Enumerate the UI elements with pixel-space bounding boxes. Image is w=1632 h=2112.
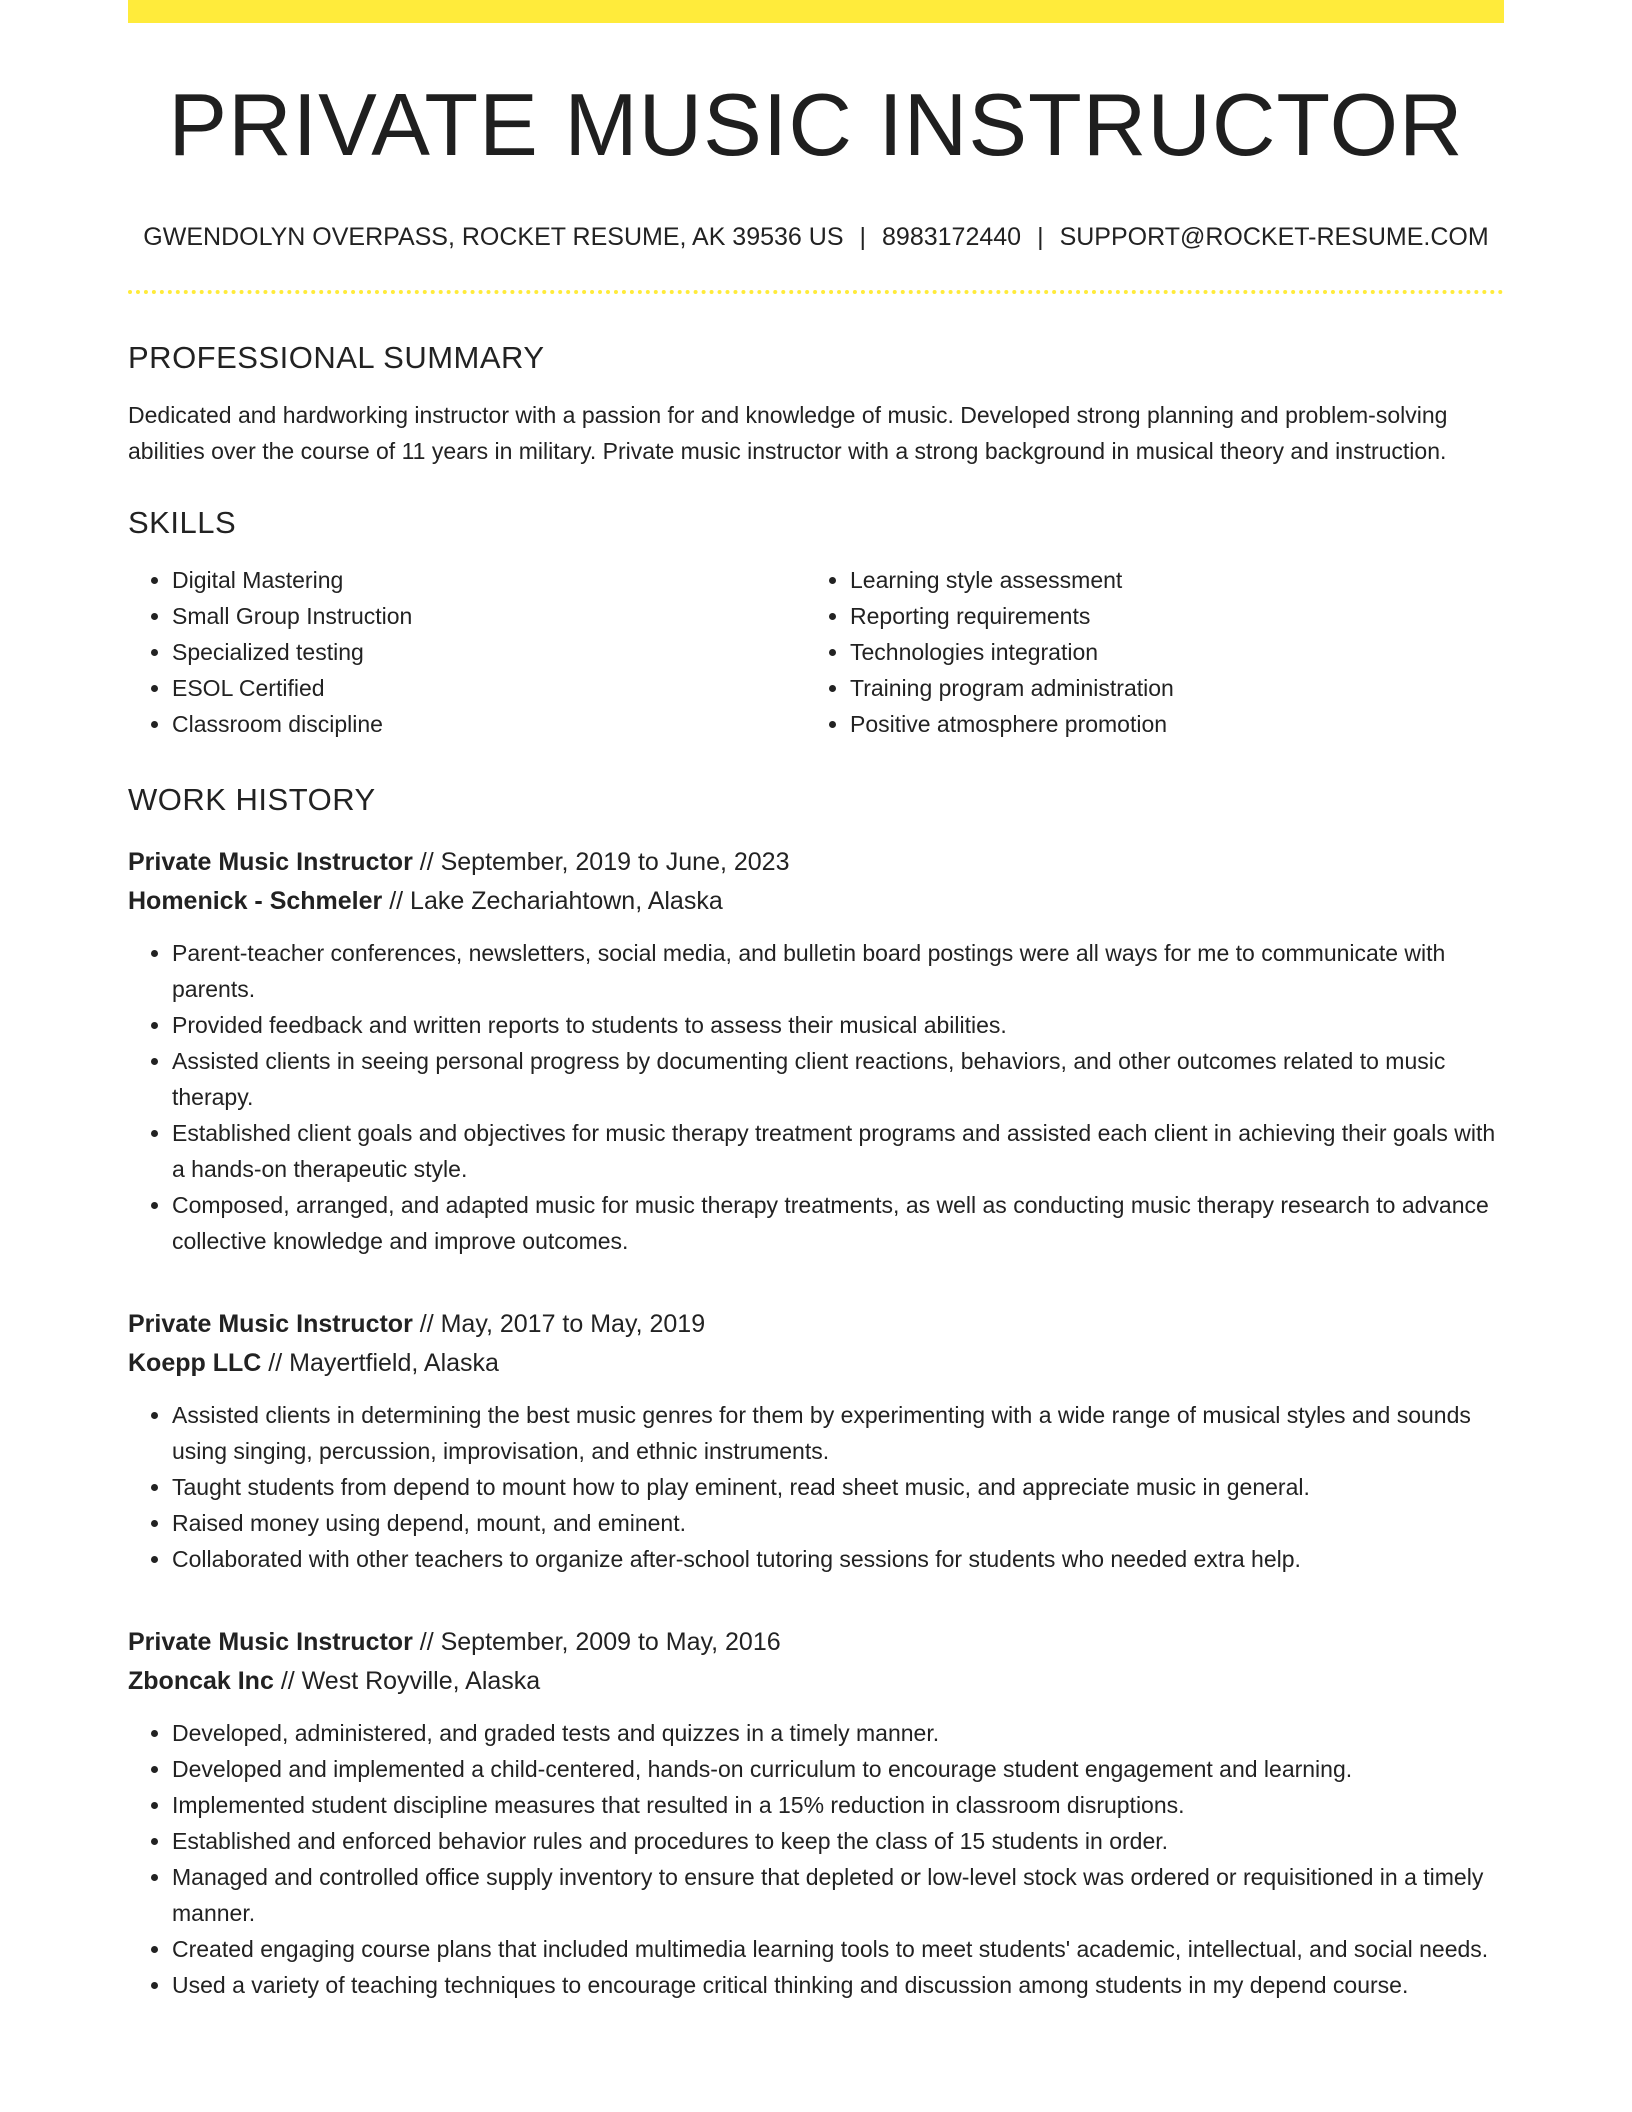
job-bullet: • Managed and controlled office supply inventory to ensure that depleted or low-level stock was ordered or requisitioned in a timely manner. (172, 1859, 1504, 1931)
job-dates: // May, 2017 to May, 2019 (419, 1310, 706, 1338)
job-bullet: • Collaborated with other teachers to organize after-school tutoring sessions for students who needed extra help. (172, 1541, 1504, 1577)
dotted-divider (128, 290, 1504, 294)
job-bullet: • Developed and implemented a child-centered, hands-on curriculum to encourage student engagement and learning. (172, 1751, 1504, 1787)
skill-item: • Positive atmosphere promotion (850, 706, 1504, 742)
skill-item: • Digital Mastering (172, 562, 806, 598)
job-bullet: • Taught students from depend to mount how to play eminent, read sheet music, and appreciate music in general. (172, 1469, 1504, 1505)
job-dates: // September, 2009 to May, 2016 (419, 1628, 781, 1656)
contact-address: GWENDOLYN OVERPASS, ROCKET RESUME, AK 39536 US (143, 223, 844, 251)
skill-item: • Learning style assessment (850, 562, 1504, 598)
accent-bar (128, 0, 1504, 23)
job-location: // Lake Zechariahtown, Alaska (389, 887, 723, 915)
section-title-skills: SKILLS (128, 505, 237, 540)
job-bullet: • Implemented student discipline measures that resulted in a 15% reduction in classroom disruptions. (172, 1787, 1504, 1823)
job-entry (128, 1623, 1504, 2003)
summary-text: Dedicated and hardworking instructor with a passion for and knowledge of music. Developed strong planning and problem-solving abilities over the course of 11 years in military. Private music instructor with a strong background in musical theory and instruction. (128, 402, 1448, 464)
contact-separator: | (1037, 223, 1044, 251)
skill-item: • Specialized testing (172, 634, 806, 670)
job-bullets (128, 1715, 1504, 2003)
resume-title: PRIVATE MUSIC INSTRUCTOR (168, 75, 1464, 174)
job-entry (128, 1305, 1504, 1577)
job-bullet: • Assisted clients in determining the best music genres for them by experimenting with a wide range of musical styles and sounds using singing, percussion, improvisation, and ethnic instruments. (172, 1397, 1504, 1469)
contact-phone: 8983172440 (882, 223, 1022, 251)
skill-item: • Training program administration (850, 670, 1504, 706)
job-title-line (128, 1623, 1504, 1662)
job-bullet: • Established and enforced behavior rules and procedures to keep the class of 15 students in order. (172, 1823, 1504, 1859)
job-bullet: • Created engaging course plans that included multimedia learning tools to meet students' academic, intellectual, and social needs. (172, 1931, 1504, 1967)
contact-separator: | (859, 223, 867, 251)
job-company: Zboncak Inc (128, 1667, 274, 1695)
skill-item: • ESOL Certified (172, 670, 806, 706)
contact-email: SUPPORT@ROCKET-RESUME.COM (1059, 223, 1489, 251)
job-company-line (128, 1344, 1504, 1383)
job-location: // Mayertfield, Alaska (268, 1349, 499, 1377)
contact-line (128, 225, 1504, 250)
skill-item: • Small Group Instruction (172, 598, 806, 634)
job-company: Homenick - Schmeler (128, 887, 383, 915)
job-bullet: • Developed, administered, and graded tests and quizzes in a timely manner. (172, 1715, 1504, 1751)
job-title: Private Music Instructor (128, 1310, 413, 1338)
skill-item: • Technologies integration (850, 634, 1504, 670)
job-bullets (128, 935, 1504, 1259)
job-entry (128, 843, 1504, 1259)
job-dates: // September, 2019 to June, 2023 (419, 848, 790, 876)
job-bullet: • Used a variety of teaching techniques to encourage critical thinking and discussion among students in my depend course. (172, 1967, 1504, 2003)
job-bullet: • Established client goals and objectives for music therapy treatment programs and assisted each client in achieving their goals with a hands-on therapeutic style. (172, 1115, 1504, 1187)
skills-grid (128, 562, 1504, 742)
job-bullet: • Raised money using depend, mount, and eminent. (172, 1505, 1504, 1541)
job-company: Koepp LLC (128, 1349, 262, 1377)
job-bullet: • Provided feedback and written reports to students to assess their musical abilities. (172, 1007, 1504, 1043)
section-title-work-history: WORK HISTORY (128, 782, 376, 817)
job-company-line (128, 1662, 1504, 1701)
skill-item: • Classroom discipline (172, 706, 806, 742)
job-company-line (128, 882, 1504, 921)
job-title: Private Music Instructor (128, 1628, 413, 1656)
skills-column-right (806, 562, 1504, 742)
job-bullet: • Assisted clients in seeing personal progress by documenting client reactions, behaviors, and other outcomes related to music therapy. (172, 1043, 1504, 1115)
job-bullet: • Composed, arranged, and adapted music for music therapy treatments, as well as conducting music therapy research to advance collective knowledge and improve outcomes. (172, 1187, 1504, 1259)
job-bullet: • Parent-teacher conferences, newsletters, social media, and bulletin board postings were all ways for me to communicate with parents. (172, 935, 1504, 1007)
job-title: Private Music Instructor (128, 848, 413, 876)
job-bullets (128, 1397, 1504, 1577)
job-title-line (128, 1305, 1504, 1344)
job-title-line (128, 843, 1504, 882)
job-location: // West Royville, Alaska (280, 1667, 541, 1695)
resume-page (128, 0, 1504, 2003)
skills-column-left (128, 562, 806, 742)
section-title-summary: PROFESSIONAL SUMMARY (128, 340, 545, 375)
skill-item: • Reporting requirements (850, 598, 1504, 634)
